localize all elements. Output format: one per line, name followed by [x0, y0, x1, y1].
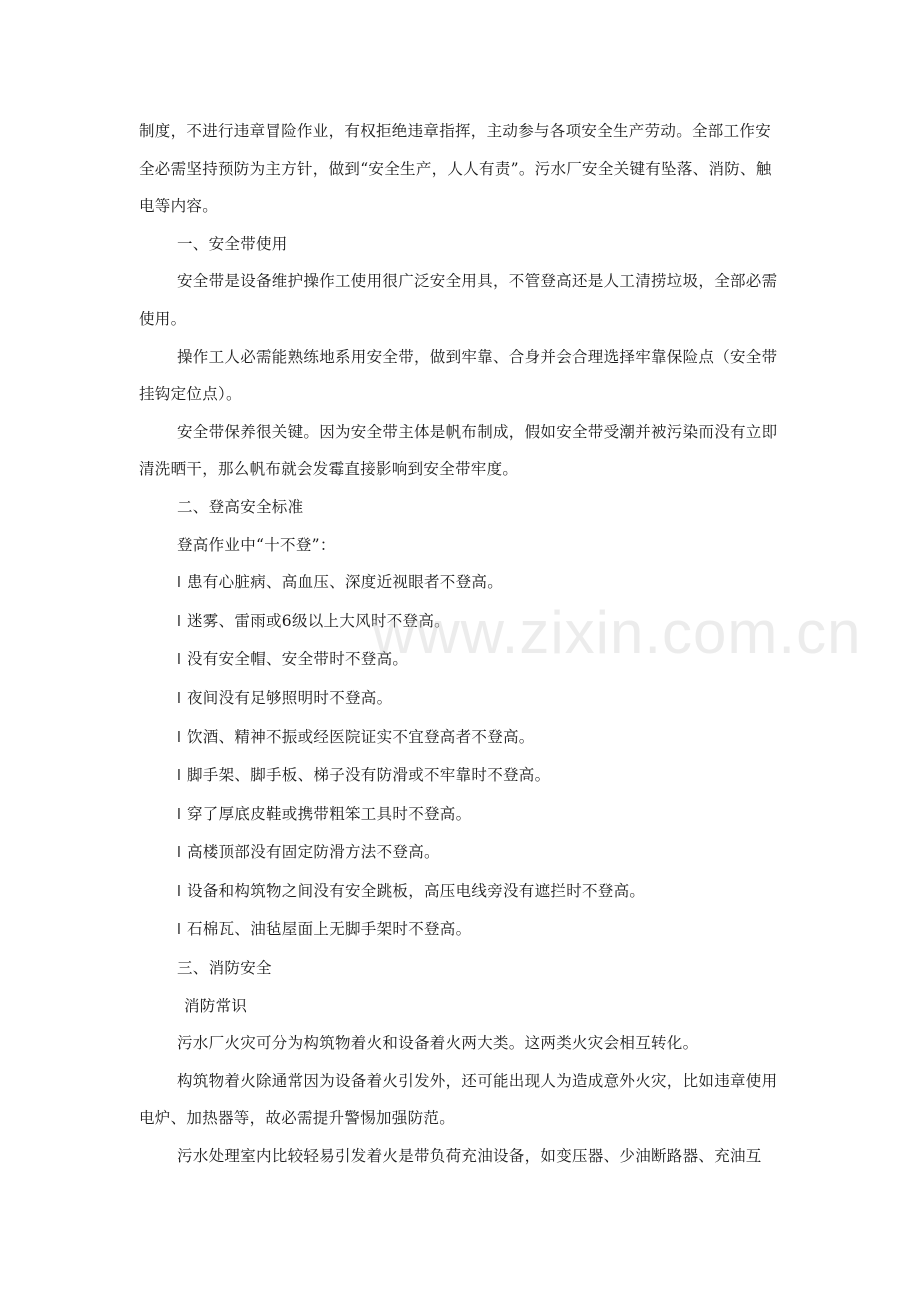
paragraph: 污水厂火灾可分为构筑物着火和设备着火两大类。这两类火灾会相互转化。: [177, 1034, 699, 1053]
list-item-text: 脚手架、脚手板、梯子没有防滑或不牢靠时不登高。: [187, 766, 551, 785]
bullet-icon: l: [177, 652, 182, 669]
list-item-text: 患有心脏病、高血压、深度近视眼者不登高。: [187, 573, 504, 592]
list-item: [139, 757, 784, 796]
bullet-icon: l: [177, 729, 182, 746]
bullet-icon: l: [177, 883, 182, 900]
list-item-text: 迷雾、雷雨或6级以上大风时不登高。: [187, 611, 450, 630]
bullet-icon: l: [177, 613, 182, 630]
list-item: [139, 680, 784, 719]
list-item-text: 没有安全帽、安全带时不登高。: [187, 650, 409, 669]
bullet-icon: l: [177, 845, 182, 862]
bullet-icon: l: [177, 768, 182, 785]
list-item: [139, 873, 784, 912]
list-item: [139, 834, 784, 873]
section-heading-climbing: 二、登高安全标准: [177, 497, 304, 516]
list-item-text: 夜间没有足够照明时不登高。: [187, 688, 393, 707]
section-heading-safety-belt: 一、安全带使用: [177, 234, 288, 253]
bullet-icon: l: [177, 922, 182, 939]
bullet-icon: l: [177, 690, 182, 707]
list-item-text: 石棉瓦、油毡屋面上无脚手架时不登高。: [187, 920, 472, 939]
paragraph: 污水处理室内比较轻易引发着火是带负荷充油设备，如变压器、少油断路器、充油互: [177, 1147, 762, 1166]
bullet-icon: l: [177, 806, 182, 823]
list-item: [139, 641, 784, 680]
section-heading-fire-safety: 三、消防安全: [177, 959, 272, 978]
watermark-text: www.zixin.com.cn: [372, 599, 862, 666]
list-item: [139, 603, 784, 642]
paragraph: 安全带保养很关键。因为安全带主体是帆布制成，假如安全带受潮并被污染而没有立即清洗晒干，那么帆布就会发霉直接影响到安全带牢度。: [139, 422, 778, 479]
paragraph: 操作工人必需能熟练地系用安全带，做到牢靠、合身并会合理选择牢靠保险点（安全带挂钩定位点）。: [139, 347, 778, 404]
bullet-icon: l: [177, 575, 182, 592]
list-item: [139, 911, 784, 950]
paragraph: 构筑物着火除通常因为设备着火引发外，还可能出现人为造成意外火灾，比如违章使用电炉、加热器等，故必需提升警惕加强防范。: [139, 1071, 778, 1128]
document-body: [139, 113, 784, 1176]
list-item: [139, 564, 784, 603]
bullet-list: [139, 564, 784, 950]
list-item: [139, 719, 784, 758]
subheading-fire-knowledge: 消防常识: [184, 996, 248, 1015]
list-item-text: 设备和构筑物之间没有安全跳板，高压电线旁没有遮拦时不登高。: [187, 881, 646, 900]
list-item-text: 饮酒、精神不振或经医院证实不宜登高者不登高。: [187, 727, 535, 746]
list-item-text: 高楼顶部没有固定防滑方法不登高。: [187, 843, 440, 862]
paragraph: 安全带是设备维护操作工使用很广泛安全用具，不管登高还是人工清捞垃圾，全部必需使用。: [139, 272, 778, 328]
list-item-text: 穿了厚底皮鞋或携带粗笨工具时不登高。: [187, 804, 472, 823]
paragraph: 登高作业中“十不登”：: [177, 535, 336, 554]
paragraph-continued: 制度，不进行违章冒险作业，有权拒绝违章指挥，主动参与各项安全生产劳动。全部工作安全必需坚持预防为主方针，做到“安全生产，人人有责”。污水厂安全关键有坠落、消防、触电等内容。: [139, 122, 772, 216]
list-item: [139, 796, 784, 835]
